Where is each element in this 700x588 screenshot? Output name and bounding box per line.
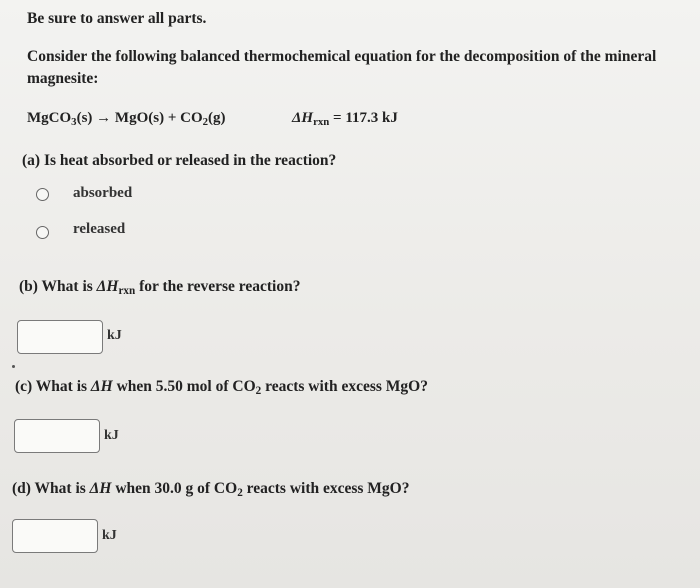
plus-sign: +	[167, 110, 177, 126]
radio-released[interactable]	[36, 226, 49, 239]
product2-state: (g)	[208, 110, 226, 126]
product1-formula: MgO	[114, 110, 149, 126]
enthalpy-value: $\Delta H_{rxn} = 117.3$ kJ	[292, 110, 398, 129]
product2-formula: $CO_2$	[180, 110, 209, 129]
part-c-unit: kJ	[104, 428, 119, 443]
part-c-answer-input[interactable]	[14, 419, 100, 453]
part-d-question: (d) What is ΔH when 30.0 g of $CO_2$ reacts with excess MgO?	[12, 480, 410, 500]
part-d-unit: kJ	[102, 528, 117, 543]
instructions-text: Be sure to answer all parts.	[27, 10, 207, 27]
reaction-arrow: →	[96, 110, 112, 126]
part-b-answer-input[interactable]	[17, 320, 103, 354]
option-released-label[interactable]: released	[73, 221, 126, 237]
part-c-question: (c) What is ΔH when 5.50 mol of $CO_2$ reacts with excess MgO?	[15, 378, 428, 398]
reactant-formula: MgCO$_3$	[27, 110, 77, 129]
part-a-question: (a) Is heat absorbed or released in the reaction?	[22, 152, 337, 169]
intro-line-2: magnesite:	[27, 70, 99, 87]
part-b-question: (b) What is $\Delta H_{rxn}$ for the reverse reaction?	[19, 278, 301, 298]
product1-state: (s)	[148, 110, 165, 126]
part-b-unit: kJ	[107, 328, 122, 343]
radio-absorbed[interactable]	[36, 188, 49, 201]
intro-line-1: Consider the following balanced thermochemical equation for the decomposition of the mineral	[27, 48, 657, 65]
part-d-answer-input[interactable]	[12, 519, 98, 553]
chemical-equation	[27, 110, 226, 127]
stray-dot	[12, 365, 15, 368]
option-absorbed-label[interactable]: absorbed	[73, 185, 133, 201]
reactant-state: (s)	[76, 110, 93, 126]
